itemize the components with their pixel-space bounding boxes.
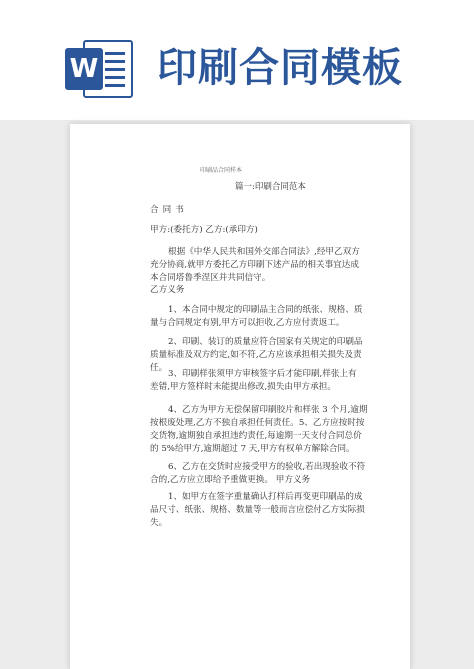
- document-small-heading: 印刷品合同样本: [200, 167, 243, 174]
- document-page: [70, 124, 410, 669]
- header: [0, 0, 474, 120]
- intro-paragraph: 根据《中华人民共和国外交部合同法》,经甲乙双方充分协商,就甲方委托乙方印刷下述产品的相关事宜达成本合同塔鲁季涅区并共同信守。: [150, 247, 360, 283]
- clause-paragraph: 2、印刷、装订的质量应符合国家有关规定的印刷品质量标准及双方约定,如不符,乙方应该承担相关损失及责任。: [150, 337, 363, 373]
- clause-paragraph: 4、乙方为甲方无偿保留印刷胶片和样张 3 个月,逾期按根废处理,乙方不独自承担任何责任。5、乙方应按时按交货物,逾期独自承担违约责任,每逾期一天支付合同总价的 5%给甲方,逾期超过 7 天,甲方有权单方解除合同。: [150, 405, 368, 454]
- word-badge: W: [65, 48, 103, 90]
- page-title: 印刷合同模板: [157, 45, 403, 91]
- chapter-title: 篇一:印刷合同范本: [235, 182, 306, 192]
- contract-label: 合同书: [150, 205, 188, 215]
- word-document-icon: [65, 40, 135, 98]
- clause-paragraph: 1、本合同中规定的印刷品主合同的纸张、规格、质量与合同规定有别,甲方可以拒收,乙方应付责返工。: [150, 305, 363, 328]
- clause-paragraph: 6、乙方在交货时应接受甲方的验收,若出现验收不符合的,乙方应立即给予重做更换。 甲方义务: [150, 462, 366, 485]
- duty-heading: 乙方义务: [150, 285, 185, 295]
- parties-line: 甲方:(委托方) 乙方:(承印方): [150, 225, 258, 235]
- clause-paragraph: 3、印刷样张须甲方审核签字后才能印刷,样张上有差错,甲方签样时未能提出修改,损失由甲方承担。: [150, 369, 357, 392]
- clause-paragraph: 1、如甲方在签字重量确认打样后再变更印刷品的成品尺寸、纸张、规格、数量等一般而言应偿付乙方实际损失。: [150, 492, 365, 528]
- page-fade: [70, 594, 410, 669]
